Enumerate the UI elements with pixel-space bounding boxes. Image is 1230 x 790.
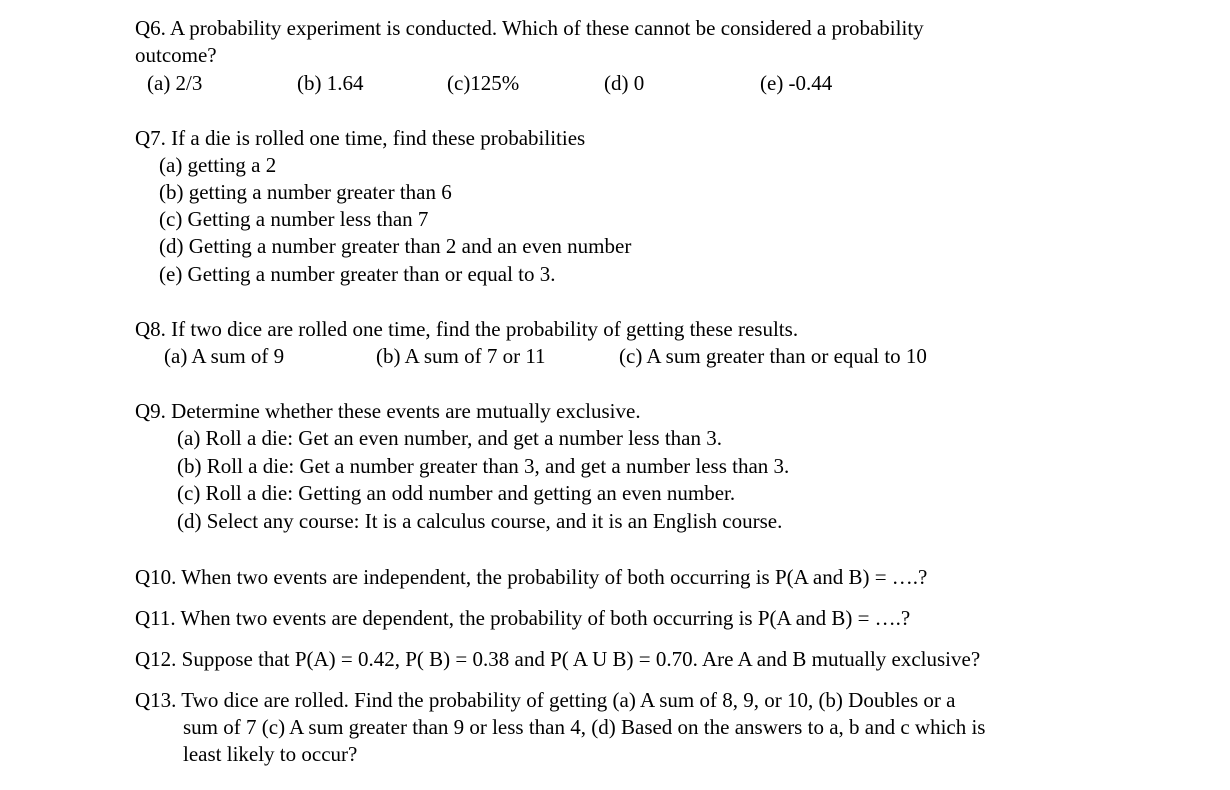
q7-item-b: (b) getting a number greater than 6 <box>159 180 452 204</box>
q7-item-a: (a) getting a 2 <box>159 153 277 177</box>
q7-item-c: (c) Getting a number less than 7 <box>159 207 429 231</box>
q7-item-d: (d) Getting a number greater than 2 and an even number <box>159 234 632 258</box>
q6-text-line-1: Q6. A probability experiment is conducted. Which of these cannot be considered a probability <box>135 16 924 40</box>
q8-option-b: (b) A sum of 7 or 11 <box>376 344 546 368</box>
q6-option-a: (a) 2/3 <box>147 71 203 95</box>
q13-text-line-3: least likely to occur? <box>183 742 358 766</box>
q12-text: Q12. Suppose that P(A) = 0.42, P( B) = 0.38 and P( A U B) = 0.70. Are A and B mutually exclusive? <box>135 647 981 671</box>
q8-option-c: (c) A sum greater than or equal to 10 <box>619 344 927 368</box>
q8-title: Q8. If two dice are rolled one time, find the probability of getting these results. <box>135 317 799 341</box>
q9-title: Q9. Determine whether these events are mutually exclusive. <box>135 399 641 423</box>
q13-text-line-1: Q13. Two dice are rolled. Find the probability of getting (a) A sum of 8, 9, or 10, (b) Doubles or a <box>135 688 956 712</box>
q9-item-b: (b) Roll a die: Get a number greater than 3, and get a number less than 3. <box>177 454 790 478</box>
q7-item-e: (e) Getting a number greater than or equal to 3. <box>159 262 556 286</box>
q6-option-c: (c)125% <box>447 71 520 95</box>
q6-option-e: (e) -0.44 <box>760 71 833 95</box>
q8-option-a: (a) A sum of 9 <box>164 344 285 368</box>
q6-option-d: (d) 0 <box>604 71 645 95</box>
q6-text-line-2: outcome? <box>135 43 217 67</box>
q6-option-b: (b) 1.64 <box>297 71 364 95</box>
q9-item-c: (c) Roll a die: Getting an odd number and getting an even number. <box>177 481 736 505</box>
q7-title: Q7. If a die is rolled one time, find these probabilities <box>135 126 586 150</box>
q11-text: Q11. When two events are dependent, the probability of both occurring is P(A and B) = ….? <box>135 606 911 630</box>
q9-item-d: (d) Select any course: It is a calculus course, and it is an English course. <box>177 509 783 533</box>
q9-item-a: (a) Roll a die: Get an even number, and get a number less than 3. <box>177 426 722 450</box>
q10-text: Q10. When two events are independent, the probability of both occurring is P(A and B) = ….? <box>135 565 928 589</box>
q13-text-line-2: sum of 7 (c) A sum greater than 9 or less than 4, (d) Based on the answers to a, b and c which is <box>183 715 986 739</box>
